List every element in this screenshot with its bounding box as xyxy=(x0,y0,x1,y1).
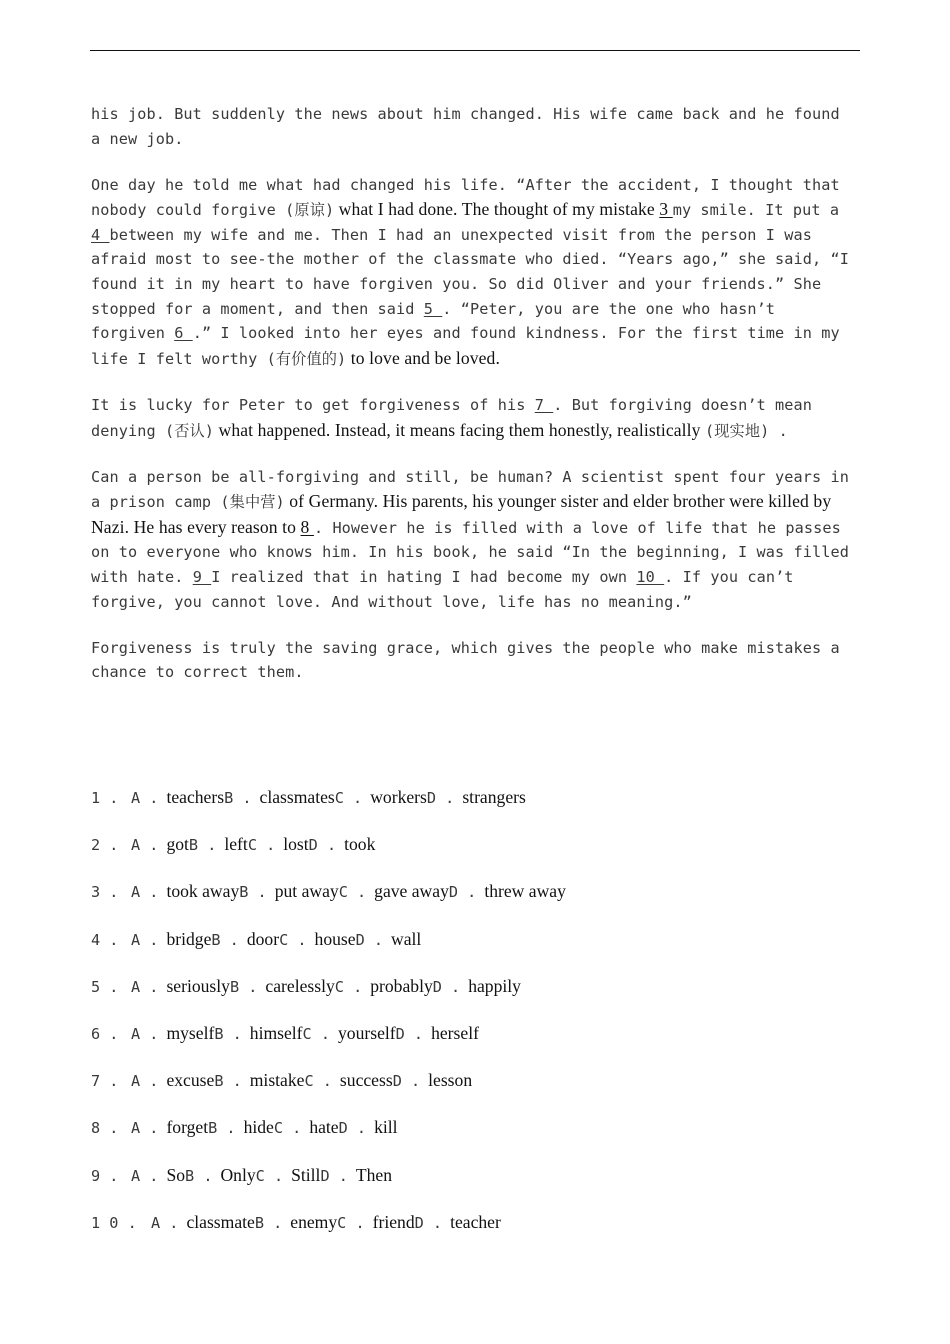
option-label-c: C . xyxy=(247,836,276,855)
blank-10: 10 xyxy=(636,568,665,586)
question-number: 3 . xyxy=(91,883,119,902)
paragraph-4 xyxy=(91,465,853,615)
option-label-d: D . xyxy=(426,789,455,807)
option-label-a: A . xyxy=(131,883,159,902)
option-b: hide xyxy=(243,1117,274,1138)
option-label-c: C . xyxy=(302,1024,330,1043)
option-label-b: B . xyxy=(208,1119,236,1138)
option-label-a: A . xyxy=(151,1213,179,1232)
paragraph-text: . But forgiving doesn’t mean denying xyxy=(91,395,813,440)
paragraph-text: . However he is filled with a love of life that he passes on to everyone who knows him. In his book, he said “In the beginning, I was filled with hate. xyxy=(91,518,849,586)
chinese-gloss: (否认) xyxy=(164,421,215,440)
option-label-c: C . xyxy=(279,930,307,949)
paragraph-text: .” I looked into her eyes and found kindness. For the first time in my life I felt worthy xyxy=(91,324,840,368)
option-label-c: C . xyxy=(334,789,363,807)
blank-6: 6 xyxy=(174,324,193,343)
option-row xyxy=(91,832,853,879)
option-c: workers xyxy=(370,787,427,807)
paragraph-text: to love and be loved. xyxy=(346,347,500,368)
blank-7: 7 xyxy=(534,395,554,414)
option-d: threw away xyxy=(484,881,566,902)
chinese-gloss: (原谅) xyxy=(285,201,335,220)
paragraph-text: . “Peter, you are the one who hasn’t forgiven xyxy=(91,299,776,343)
option-label-c: C . xyxy=(255,1166,284,1185)
option-label-d: D . xyxy=(320,1166,348,1185)
option-a: seriously xyxy=(166,975,230,996)
paragraph-text: what happened. Instead, it means facing them honestly, realistically xyxy=(214,419,706,440)
blank-9: 9 xyxy=(192,568,212,586)
header-rule xyxy=(90,50,860,51)
question-number: 5 . xyxy=(91,977,119,996)
option-label-b: B . xyxy=(214,1072,242,1091)
option-label-d: D . xyxy=(308,836,337,855)
option-label-a: A . xyxy=(131,930,159,949)
option-a: took away xyxy=(166,881,240,902)
option-label-b: B . xyxy=(254,1213,283,1232)
option-label-a: A . xyxy=(131,1166,159,1185)
option-label-d: D . xyxy=(414,1213,443,1232)
paragraph-1 xyxy=(91,102,853,151)
option-a: classmate xyxy=(186,1211,255,1232)
option-b: Only xyxy=(220,1164,256,1185)
blank-5: 5 xyxy=(423,299,443,318)
paragraph-5 xyxy=(91,636,853,685)
paragraph-text: Can a person be all-forgiving and still, be human? A scientist spent four years in a prison camp xyxy=(91,467,849,512)
option-b: door xyxy=(246,928,280,949)
option-label-a: A . xyxy=(131,836,159,855)
option-b: enemy xyxy=(290,1211,338,1232)
option-c: hate xyxy=(309,1117,339,1138)
option-row xyxy=(91,1210,853,1257)
question-number: 1 0 . xyxy=(91,1213,137,1232)
option-row xyxy=(91,879,853,926)
option-label-b: B . xyxy=(214,1024,242,1043)
option-b: mistake xyxy=(249,1070,305,1091)
option-c: lost xyxy=(283,834,309,855)
option-d: strangers xyxy=(462,787,526,807)
option-label-a: A . xyxy=(131,1072,159,1091)
option-row xyxy=(91,1115,853,1162)
option-b: left xyxy=(224,834,248,855)
option-label-d: D . xyxy=(448,883,477,902)
option-c: yourself xyxy=(337,1022,396,1043)
paragraph-text: his job. But suddenly the news about him changed. His wife came back and he found a new job. xyxy=(91,105,840,148)
option-label-b: B . xyxy=(239,883,267,902)
option-row xyxy=(91,1068,853,1115)
option-row xyxy=(91,1021,853,1068)
option-label-a: A . xyxy=(131,789,159,807)
option-label-b: B . xyxy=(224,789,252,807)
option-c: gave away xyxy=(374,881,449,902)
option-a: myself xyxy=(166,1022,215,1043)
chinese-gloss: (集中营) xyxy=(220,493,285,512)
option-label-d: D . xyxy=(392,1072,421,1091)
option-c: Still xyxy=(291,1164,321,1185)
paragraph-text: One day he told me what had changed his life. “After the accident, I thought that nobody could forgive xyxy=(91,175,840,220)
paragraph-3 xyxy=(91,393,853,443)
paragraph-text: Forgiveness is truly the saving grace, which gives the people who make mistakes a chance to correct them. xyxy=(91,638,840,682)
option-d: wall xyxy=(391,928,422,949)
option-d: kill xyxy=(374,1117,398,1138)
option-label-b: B . xyxy=(188,836,217,855)
blank-8: 8 xyxy=(300,516,314,537)
option-label-c: C . xyxy=(304,1072,332,1091)
option-b: classmates xyxy=(259,787,335,807)
option-label-d: D . xyxy=(395,1024,424,1043)
blank-3: 3 xyxy=(659,199,673,220)
option-row xyxy=(91,1163,853,1210)
option-d: lesson xyxy=(428,1070,473,1091)
question-number: 9 . xyxy=(91,1166,119,1185)
option-label-a: A . xyxy=(131,1119,159,1138)
option-d: took xyxy=(344,834,376,855)
option-d: herself xyxy=(431,1022,479,1043)
blank-4: 4 xyxy=(91,225,110,244)
option-c: probably xyxy=(370,975,433,996)
question-number: 7 . xyxy=(91,1072,119,1091)
option-label-c: C . xyxy=(273,1119,302,1138)
option-a: So xyxy=(166,1164,186,1185)
question-number: 8 . xyxy=(91,1119,119,1138)
option-row xyxy=(91,927,853,974)
option-label-b: B . xyxy=(185,1166,213,1185)
option-c: success xyxy=(339,1070,393,1091)
question-number: 4 . xyxy=(91,930,119,949)
option-a: forget xyxy=(166,1117,209,1138)
option-c: house xyxy=(314,928,356,949)
option-b: carelessly xyxy=(265,975,335,996)
option-label-d: D . xyxy=(432,977,461,996)
paragraph-text: my smile. It put a xyxy=(672,201,840,220)
option-row xyxy=(91,974,853,1021)
option-label-c: C . xyxy=(334,977,363,996)
question-number: 1 . xyxy=(91,789,119,807)
option-a: excuse xyxy=(166,1070,215,1091)
chinese-gloss: (现实地) xyxy=(705,421,770,440)
option-label-c: C . xyxy=(338,883,367,902)
option-label-c: C . xyxy=(337,1213,365,1232)
question-number: 2 . xyxy=(91,836,119,855)
option-d: teacher xyxy=(450,1211,501,1232)
option-d: Then xyxy=(355,1164,393,1185)
option-label-a: A . xyxy=(131,977,159,996)
paragraph-text: what I had done. The thought of my mistake xyxy=(334,199,660,220)
passage xyxy=(91,102,853,706)
answer-options xyxy=(91,785,853,1257)
paragraph-text: . xyxy=(769,421,788,440)
chinese-gloss: (有价值的) xyxy=(266,349,347,368)
paragraph-text: I realized that in hating I had become my own xyxy=(211,568,637,586)
option-label-a: A . xyxy=(131,1024,159,1043)
option-c: friend xyxy=(372,1211,415,1232)
paragraph-text: It is lucky for Peter to get forgiveness of his xyxy=(91,395,535,414)
option-d: happily xyxy=(468,975,521,996)
option-label-b: B . xyxy=(211,930,239,949)
question-number: 6 . xyxy=(91,1024,119,1043)
option-a: bridge xyxy=(166,928,212,949)
paragraph-text: between my wife and me. Then I had an unexpected visit from the person I was afraid most to see-the mother of the classmate who died. “Years ago,” she said, “I found it in my heart to have forgiven you. So did Oliver and your friends.” She stopped for a moment, and then said xyxy=(91,225,849,318)
option-a: got xyxy=(166,834,189,855)
option-row xyxy=(91,785,853,832)
option-b: himself xyxy=(249,1022,303,1043)
option-label-d: D . xyxy=(338,1119,367,1138)
option-label-b: B . xyxy=(229,977,258,996)
option-label-d: D . xyxy=(355,930,383,949)
paragraph-text: . If you can’t forgive, you cannot love. And without love, life has no meaning.” xyxy=(91,568,794,611)
option-a: teachers xyxy=(166,787,225,807)
option-b: put away xyxy=(274,881,339,902)
paragraph-2 xyxy=(91,173,853,372)
paragraph-text: of Germany. His parents, his younger sister and elder brother were killed by Nazi. He has every reason to xyxy=(91,491,832,537)
